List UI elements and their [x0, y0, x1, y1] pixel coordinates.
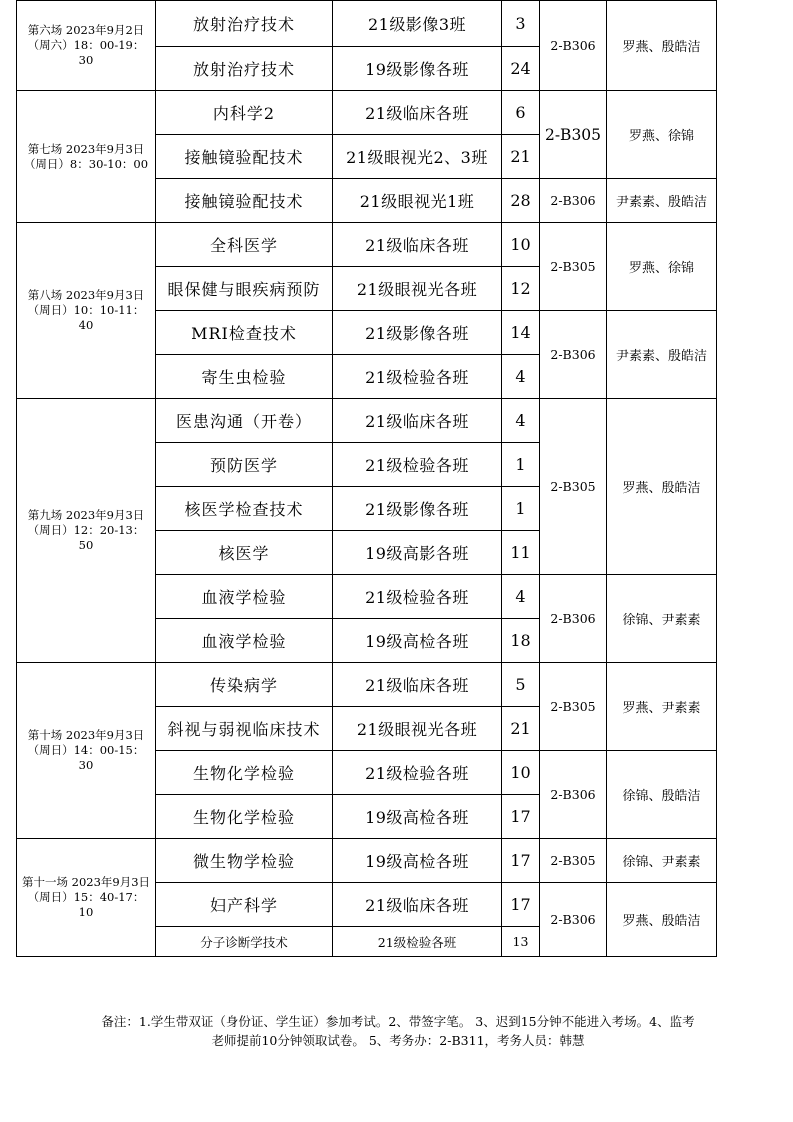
course-cell: 分子诊断学技术 — [156, 927, 333, 957]
session-label: 第十一场 2023年9月3日（周日）15：40-17：10 — [21, 875, 151, 919]
count-cell: 21 — [502, 707, 540, 751]
table-row — [17, 223, 717, 267]
session-label: 第六场 2023年9月2日（周六）18：00-19：30 — [27, 23, 145, 67]
course-cell: 全科医学 — [156, 223, 333, 267]
room-cell: 2-B306 — [540, 1, 607, 91]
class-cell: 21级眼视光2、3班 — [333, 135, 502, 179]
class-cell: 21级检验各班 — [333, 575, 502, 619]
room-cell: 2-B305 — [540, 399, 607, 575]
count-cell: 14 — [502, 311, 540, 355]
invigilator-cell: 罗燕、徐锦 — [607, 91, 717, 179]
room-cell: 2-B306 — [540, 179, 607, 223]
count-cell: 17 — [502, 883, 540, 927]
course-cell: 血液学检验 — [156, 619, 333, 663]
invigilator-cell: 罗燕、殷皓洁 — [607, 399, 717, 575]
session-label: 第十场 2023年9月3日（周日）14：00-15：30 — [27, 728, 145, 772]
room-cell: 2-B305 — [540, 223, 607, 311]
count-cell: 11 — [502, 531, 540, 575]
count-cell: 10 — [502, 223, 540, 267]
invigilator-cell: 尹素素、殷皓洁 — [607, 179, 717, 223]
count-cell: 3 — [502, 1, 540, 47]
class-cell: 21级眼视光各班 — [333, 267, 502, 311]
count-cell: 5 — [502, 663, 540, 707]
count-cell: 6 — [502, 91, 540, 135]
invigilator-cell: 徐锦、殷皓洁 — [607, 751, 717, 839]
table-row — [17, 839, 717, 883]
class-cell: 21级检验各班 — [333, 355, 502, 399]
session-cell — [17, 839, 156, 957]
course-cell: 接触镜验配技术 — [156, 135, 333, 179]
class-cell: 21级影像3班 — [333, 1, 502, 47]
class-cell: 21级临床各班 — [333, 223, 502, 267]
count-cell: 4 — [502, 575, 540, 619]
course-cell: 寄生虫检验 — [156, 355, 333, 399]
course-cell: 传染病学 — [156, 663, 333, 707]
count-cell: 17 — [502, 795, 540, 839]
count-cell: 13 — [502, 927, 540, 957]
count-cell: 12 — [502, 267, 540, 311]
remarks-line-2: 老师提前10分钟领取试卷。 5、考务办：2-B311，考务人员：韩慧 — [211, 1033, 585, 1048]
course-cell: 接触镜验配技术 — [156, 179, 333, 223]
room-cell: 2-B305 — [540, 91, 607, 179]
invigilator-cell: 徐锦、尹素素 — [607, 575, 717, 663]
class-cell: 21级临床各班 — [333, 399, 502, 443]
count-cell: 24 — [502, 47, 540, 91]
course-cell: 斜视与弱视临床技术 — [156, 707, 333, 751]
class-cell: 21级检验各班 — [333, 927, 502, 957]
class-cell: 19级高检各班 — [333, 795, 502, 839]
count-cell: 10 — [502, 751, 540, 795]
invigilator-cell: 尹素素、殷皓洁 — [607, 311, 717, 399]
class-cell: 21级检验各班 — [333, 751, 502, 795]
count-cell: 21 — [502, 135, 540, 179]
class-cell: 21级临床各班 — [333, 663, 502, 707]
class-cell: 21级眼视光各班 — [333, 707, 502, 751]
session-cell — [17, 663, 156, 839]
class-cell: 21级临床各班 — [333, 91, 502, 135]
invigilator-cell: 罗燕、徐锦 — [607, 223, 717, 311]
table-row — [17, 663, 717, 707]
room-cell: 2-B306 — [540, 883, 607, 957]
exam-schedule-table — [16, 0, 717, 957]
class-cell: 21级影像各班 — [333, 487, 502, 531]
course-cell: 微生物学检验 — [156, 839, 333, 883]
remarks-line-1: 备注：1.学生带双证（身份证、学生证）参加考试。2、带签字笔。 3、迟到15分钟不能进入考场。4、监考 — [101, 1014, 695, 1029]
course-cell: 妇产科学 — [156, 883, 333, 927]
room-cell: 2-B306 — [540, 311, 607, 399]
class-cell: 19级影像各班 — [333, 47, 502, 91]
class-cell: 21级影像各班 — [333, 311, 502, 355]
session-cell — [17, 223, 156, 399]
course-cell: 生物化学检验 — [156, 751, 333, 795]
room-cell: 2-B306 — [540, 751, 607, 839]
room-cell: 2-B305 — [540, 663, 607, 751]
count-cell: 1 — [502, 443, 540, 487]
session-cell — [17, 1, 156, 91]
course-cell: MRI检查技术 — [156, 311, 333, 355]
course-cell: 内科学2 — [156, 91, 333, 135]
class-cell: 21级临床各班 — [333, 883, 502, 927]
session-label: 第九场 2023年9月3日（周日）12：20-13：50 — [27, 508, 145, 552]
count-cell: 1 — [502, 487, 540, 531]
session-cell — [17, 91, 156, 223]
count-cell: 4 — [502, 399, 540, 443]
class-cell: 19级高检各班 — [333, 839, 502, 883]
course-cell: 血液学检验 — [156, 575, 333, 619]
session-cell — [17, 399, 156, 663]
course-cell: 核医学检查技术 — [156, 487, 333, 531]
class-cell: 21级检验各班 — [333, 443, 502, 487]
invigilator-cell: 罗燕、尹素素 — [607, 663, 717, 751]
course-cell: 医患沟通（开卷） — [156, 399, 333, 443]
course-cell: 眼保健与眼疾病预防 — [156, 267, 333, 311]
course-cell: 生物化学检验 — [156, 795, 333, 839]
session-label: 第八场 2023年9月3日（周日）10：10-11：40 — [27, 288, 145, 332]
remarks — [18, 1012, 778, 1050]
class-cell: 21级眼视光1班 — [333, 179, 502, 223]
course-cell: 核医学 — [156, 531, 333, 575]
class-cell: 19级高影各班 — [333, 531, 502, 575]
room-cell: 2-B305 — [540, 839, 607, 883]
table-row — [17, 399, 717, 443]
course-cell: 预防医学 — [156, 443, 333, 487]
room-cell: 2-B306 — [540, 575, 607, 663]
course-cell: 放射治疗技术 — [156, 47, 333, 91]
table-row — [17, 1, 717, 47]
invigilator-cell: 徐锦、尹素素 — [607, 839, 717, 883]
invigilator-cell: 罗燕、殷皓洁 — [607, 1, 717, 91]
count-cell: 18 — [502, 619, 540, 663]
course-cell: 放射治疗技术 — [156, 1, 333, 47]
class-cell: 19级高检各班 — [333, 619, 502, 663]
count-cell: 17 — [502, 839, 540, 883]
count-cell: 28 — [502, 179, 540, 223]
table-row — [17, 91, 717, 135]
invigilator-cell: 罗燕、殷皓洁 — [607, 883, 717, 957]
session-label: 第七场 2023年9月3日（周日）8：30-10：00 — [23, 141, 149, 171]
count-cell: 4 — [502, 355, 540, 399]
